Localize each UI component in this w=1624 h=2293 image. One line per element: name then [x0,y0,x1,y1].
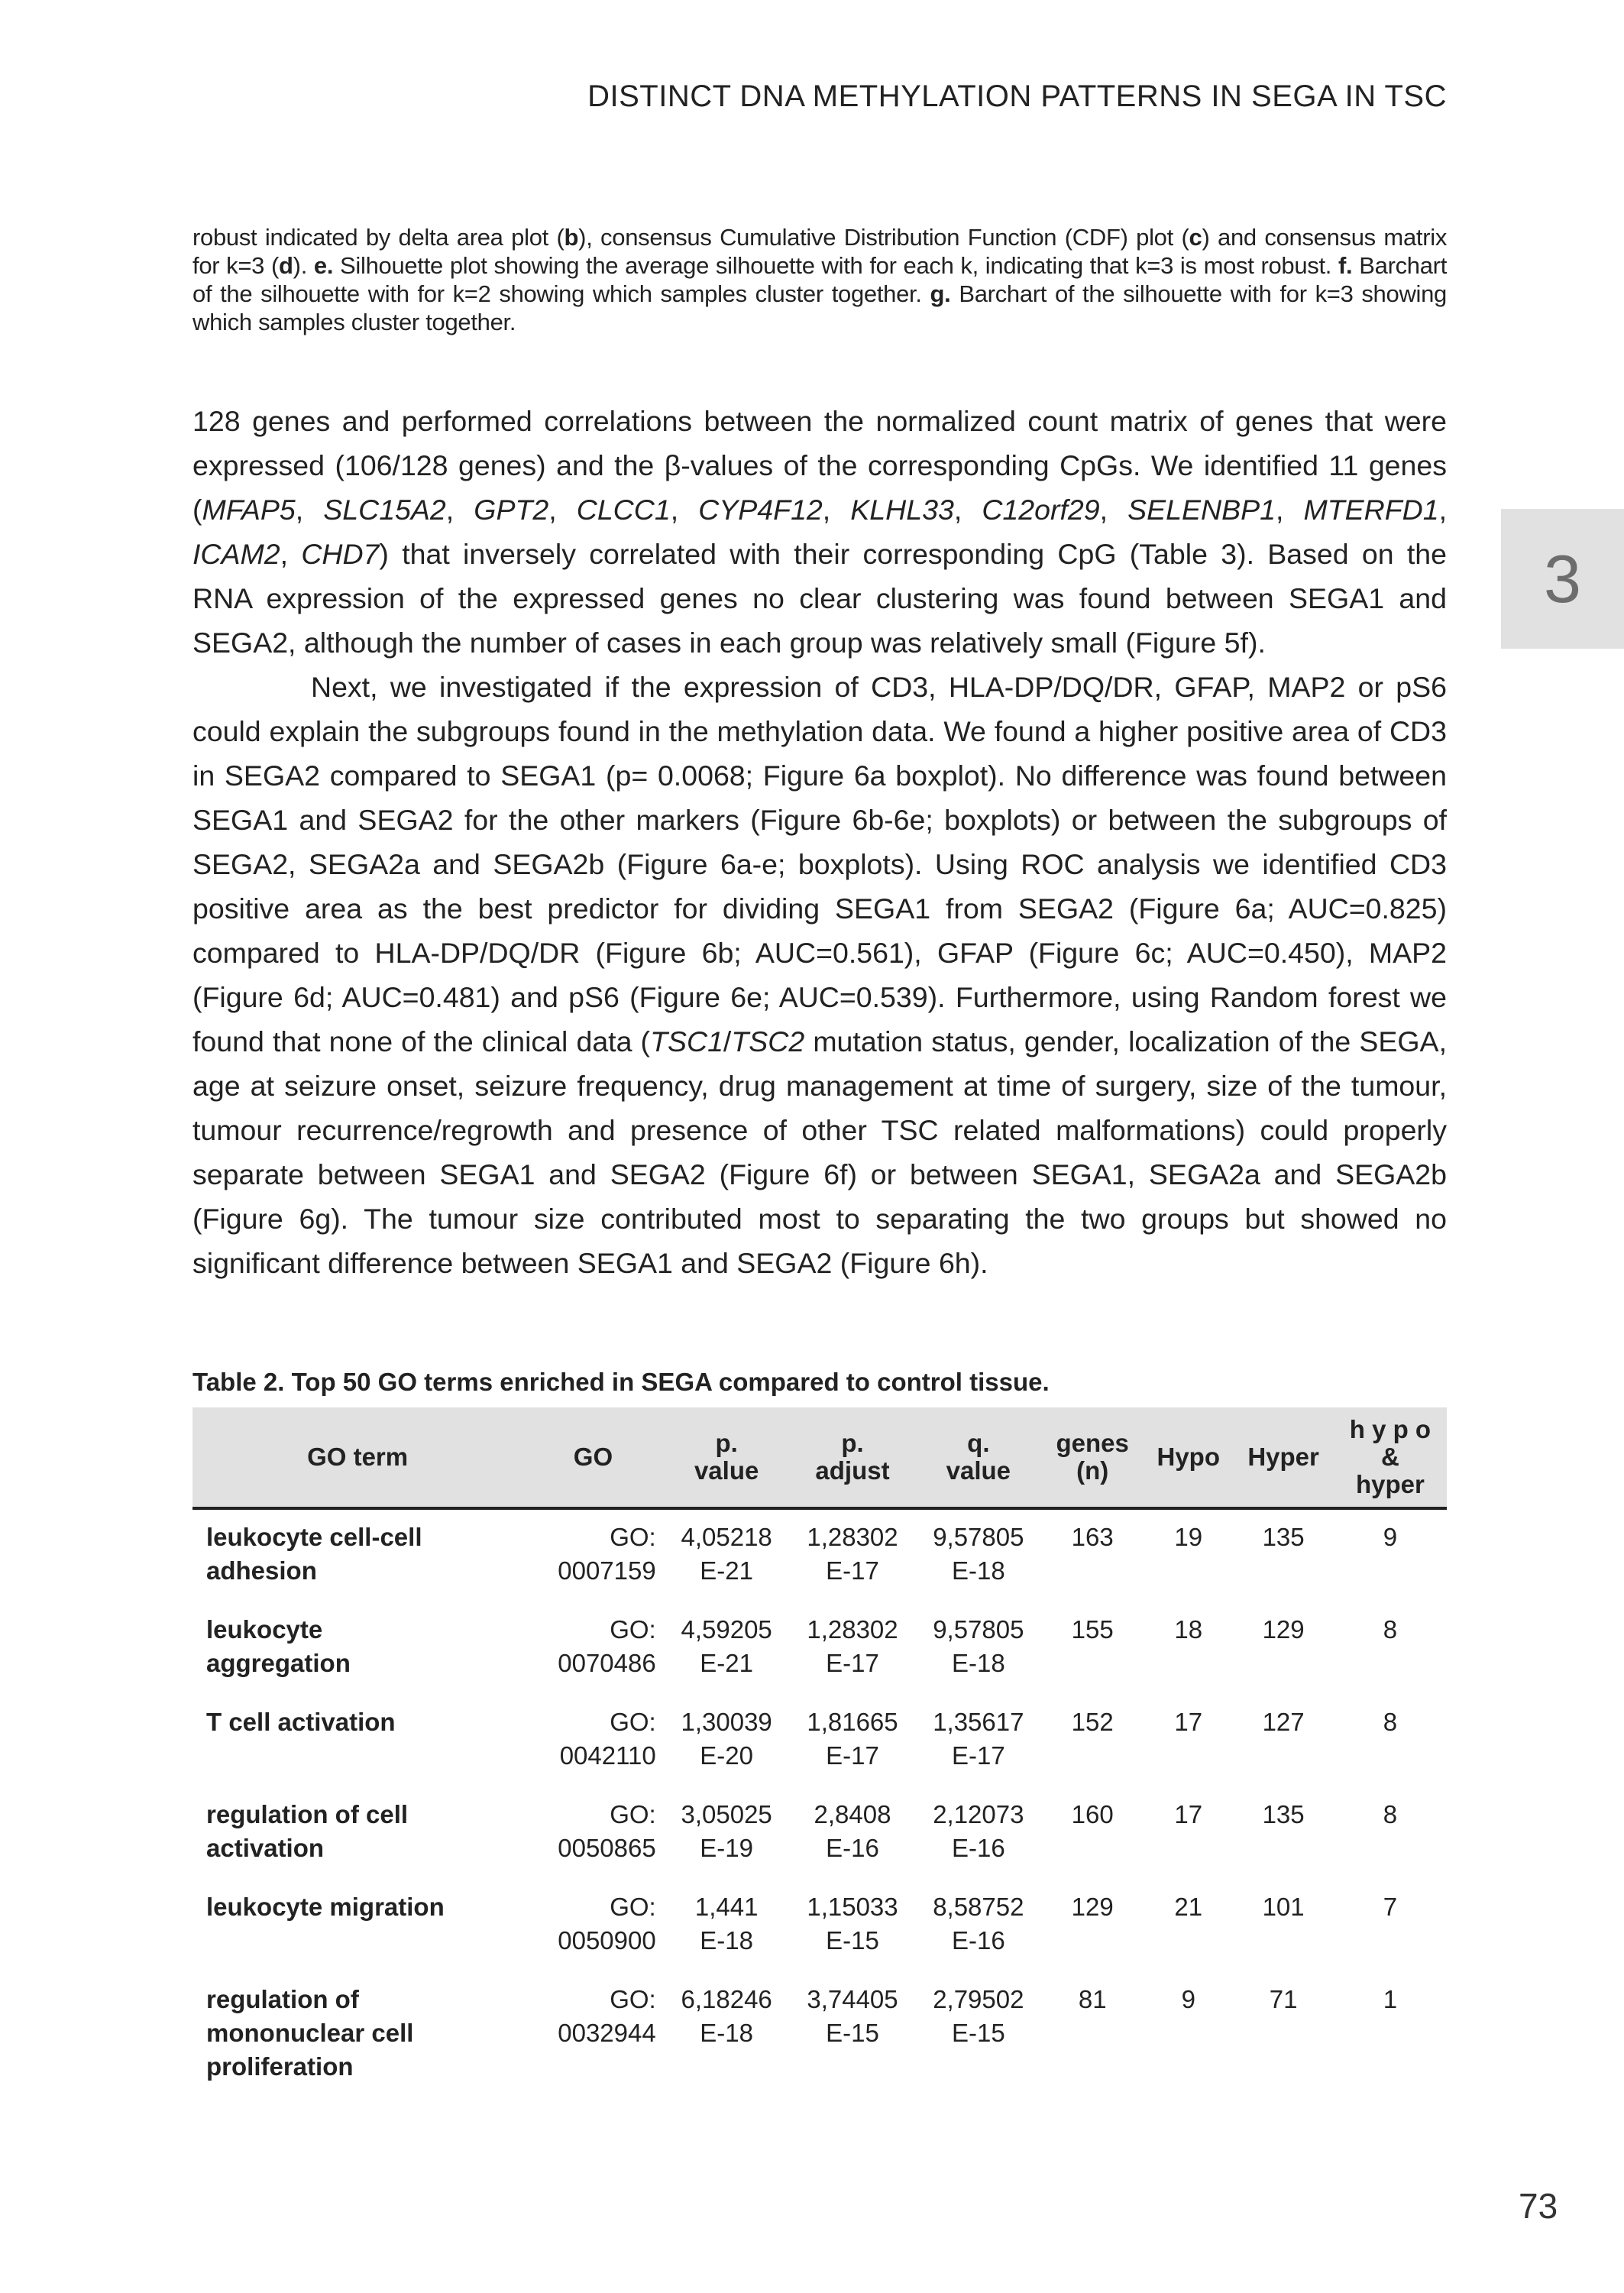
text-run: , [1438,494,1447,526]
column-header: p. adjust [790,1407,916,1508]
table-cell: 3,05025 E-19 [681,1800,772,1862]
bold-label: g. [930,280,951,307]
text-run: / [723,1025,732,1057]
paragraph [192,665,1447,1285]
table-row [192,1880,1447,1972]
gene-name: GPT2 [474,494,549,526]
figure-caption [192,223,1447,336]
gene-name: CLCC1 [576,494,671,526]
text-run: mutation status, gender, localization of the SEGA, age at seizure onset, seizure frequency, drug management at time of surgery, size of the tumour, tumour recurrence/regrowth and presence of other TSC related malformations) could properly separate between SEGA1 and SEGA2 (Figure 6f) or between SEGA1, SEGA2a and SEGA2b (Figure 6g). The tumour size contributed most to separating the two groups but showed no significant difference between SEGA1 and SEGA2 (Figure 6h). [192,1025,1447,1279]
table-cell: GO: 0042110 [559,1708,656,1770]
table-cell: 17 [1174,1708,1203,1736]
column-header: p. value [664,1407,790,1508]
text-run: ) and consensus matrix for k=3 ( [192,224,1448,279]
text-run: , [295,494,324,526]
page-number: 73 [1519,2186,1558,2226]
table-cell: 155 [1071,1615,1114,1644]
table-cell: 1,28302 E-17 [807,1523,898,1585]
bold-label: b [564,224,579,251]
text-run: , [1275,494,1304,526]
table-cell: 9,57805 E-18 [933,1523,1024,1585]
gene-name: SELENBP1 [1127,494,1276,526]
table-cell: 4,05218 E-21 [681,1523,772,1585]
go-term-cell: leukocyte cell-cell adhesion [206,1523,422,1585]
column-header: Hyper [1233,1407,1334,1508]
table-cell: 1,28302 E-17 [807,1615,898,1677]
text-run: ) that inversely correlated with their corresponding CpG (Table 3). Based on the RNA expression of the expressed genes no clear clustering was found between SEGA1 and SEGA2, although the number of cases in each group was relatively small (Figure 5f). [192,538,1447,659]
gene-name: SLC15A2 [323,494,446,526]
column-header: GO [522,1407,664,1508]
text-run: , [280,538,302,570]
text-run: 128 genes and performed correlations between the normalized count matrix of genes that were expressed (106/128 genes) and the β-values of the corresponding CpGs. We identified 11 genes ( [192,405,1447,526]
column-header: GO term [192,1407,522,1508]
table-cell: 19 [1174,1523,1203,1551]
table-cell: 9 [1383,1523,1398,1551]
table-cell: 8 [1383,1615,1398,1644]
table-cell: 1 [1383,1985,1398,2013]
text-run: Next, we investigated if the expression of CD3, HLA-DP/DQ/DR, GFAP, MAP2 or pS6 could explain the subgroups found in the methylation data. We found a higher positive area of CD3 in SEGA2 compared to SEGA1 (p= 0.0068; Figure 6a boxplot). No difference was found between SEGA1 and SEGA2 for the other markers (Figure 6b-6e; boxplots) or between the subgroups of SEGA2, SEGA2a and SEGA2b (Figure 6a-e; boxplots). Using ROC analysis we identified CD3 positive area as the best predictor for dividing SEGA1 from SEGA2 (Figure 6a; AUC=0.825) compared to HLA-DP/DQ/DR (Figure 6b; AUC=0.561), GFAP (Figure 6c; AUC=0.450), MAP2 (Figure 6d; AUC=0.481) and pS6 (Figure 6e; AUC=0.539). Furthermore, using Random forest we found that none of the clinical data ( [192,671,1447,1057]
table-cell: 6,18246 E-18 [681,1985,772,2047]
table-row [192,1787,1447,1880]
go-term-cell: T cell activation [206,1708,396,1736]
table-cell: 17 [1174,1800,1203,1828]
table-cell: 8 [1383,1800,1398,1828]
table-cell: 160 [1071,1800,1114,1828]
table-cell: 7 [1383,1893,1398,1921]
table-cell: 129 [1262,1615,1305,1644]
text-run: ), consensus Cumulative Distribution Function (CDF) plot ( [578,224,1189,251]
table-cell: 18 [1174,1615,1203,1644]
table-row [192,1972,1447,2098]
table-cell: 1,30039 E-20 [681,1708,772,1770]
text-run: , [953,494,982,526]
table-cell: 135 [1262,1523,1305,1551]
bold-label: c [1189,224,1202,251]
go-terms-table [192,1407,1447,2098]
table-cell: 8 [1383,1708,1398,1736]
table-cell: 101 [1262,1893,1305,1921]
text-run: Silhouette plot showing the average silhouette with for each k, indicating that k=3 is most robust. [333,252,1339,279]
column-header: genes (n) [1041,1407,1144,1508]
column-header: h y p o & hyper [1334,1407,1447,1508]
table-cell: 4,59205 E-21 [681,1615,772,1677]
column-header: q. value [915,1407,1041,1508]
table-cell: 127 [1262,1708,1305,1736]
gene-name: MFAP5 [202,494,296,526]
bold-label: e. [313,252,334,279]
go-term-cell: regulation of mononuclear cell proliferation [206,1985,414,2081]
gene-name: ICAM2 [192,538,280,570]
table-cell: 2,79502 E-15 [933,1985,1024,2047]
gene-name: TSC2 [731,1025,805,1057]
go-term-cell: leukocyte migration [206,1893,445,1921]
table-cell: 1,81665 E-17 [807,1708,898,1770]
table-cell: 135 [1262,1800,1305,1828]
bold-label: f. [1338,252,1353,279]
table-cell: GO: 0032944 [558,1985,656,2047]
table-cell: 2,12073 E-16 [933,1800,1024,1862]
gene-name: KLHL33 [850,494,954,526]
text-run: robust indicated by delta area plot ( [192,224,565,251]
table-cell: 81 [1078,1985,1107,2013]
table-cell: 163 [1071,1523,1114,1551]
table-cell: 152 [1071,1708,1114,1736]
go-term-cell: regulation of cell activation [206,1800,409,1862]
table-cell: GO: 0070486 [558,1615,656,1677]
table-cell: 9 [1181,1985,1195,2013]
text-run: , [670,494,699,526]
text-run: , [822,494,851,526]
gene-name: MTERFD1 [1303,494,1439,526]
text-run: ). [293,252,314,279]
body-text [192,399,1447,1285]
table-cell: 129 [1071,1893,1114,1921]
table-cell: 21 [1174,1893,1203,1921]
table-cell: GO: 0050900 [558,1893,656,1955]
table-cell: 3,74405 E-15 [807,1985,898,2047]
table-header-row [192,1407,1447,1508]
table-cell: GO: 0050865 [558,1800,656,1862]
running-header: DISTINCT DNA METHYLATION PATTERNS IN SEGA IN TSC [587,79,1447,113]
text-run: Barchart of the silhouette with for k=2 showing which samples cluster together. [192,252,1448,307]
table-cell: 71 [1269,1985,1298,2013]
table-row [192,1602,1447,1695]
text-run: , [445,494,474,526]
gene-name: C12orf29 [982,494,1100,526]
paragraph [192,399,1447,665]
table-cell: 1,441 E-18 [694,1893,759,1955]
bold-label: d [279,252,293,279]
go-term-cell: leukocyte aggregation [206,1615,351,1677]
gene-name: TSC1 [650,1025,723,1057]
gene-name: CHD7 [301,538,380,570]
chapter-number: 3 [1544,540,1581,617]
table-row [192,1508,1447,1602]
table-cell: 1,15033 E-15 [807,1893,898,1955]
chapter-tab [1501,509,1624,649]
text-run: , [1099,494,1128,526]
table-cell: 9,57805 E-18 [933,1615,1024,1677]
text-run: , [548,494,577,526]
table-title: Table 2. Top 50 GO terms enriched in SEGA compared to control tissue. [192,1368,1050,1396]
column-header: Hypo [1144,1407,1233,1508]
table-cell: 8,58752 E-16 [933,1893,1024,1955]
table-row [192,1695,1447,1787]
table-cell: 1,35617 E-17 [933,1708,1024,1770]
table-cell: 2,8408 E-16 [814,1800,891,1862]
table-cell: GO: 0007159 [558,1523,656,1585]
text-run: Barchart of the silhouette with for k=3 showing which samples cluster together. [192,280,1447,335]
gene-name: CYP4F12 [698,494,823,526]
